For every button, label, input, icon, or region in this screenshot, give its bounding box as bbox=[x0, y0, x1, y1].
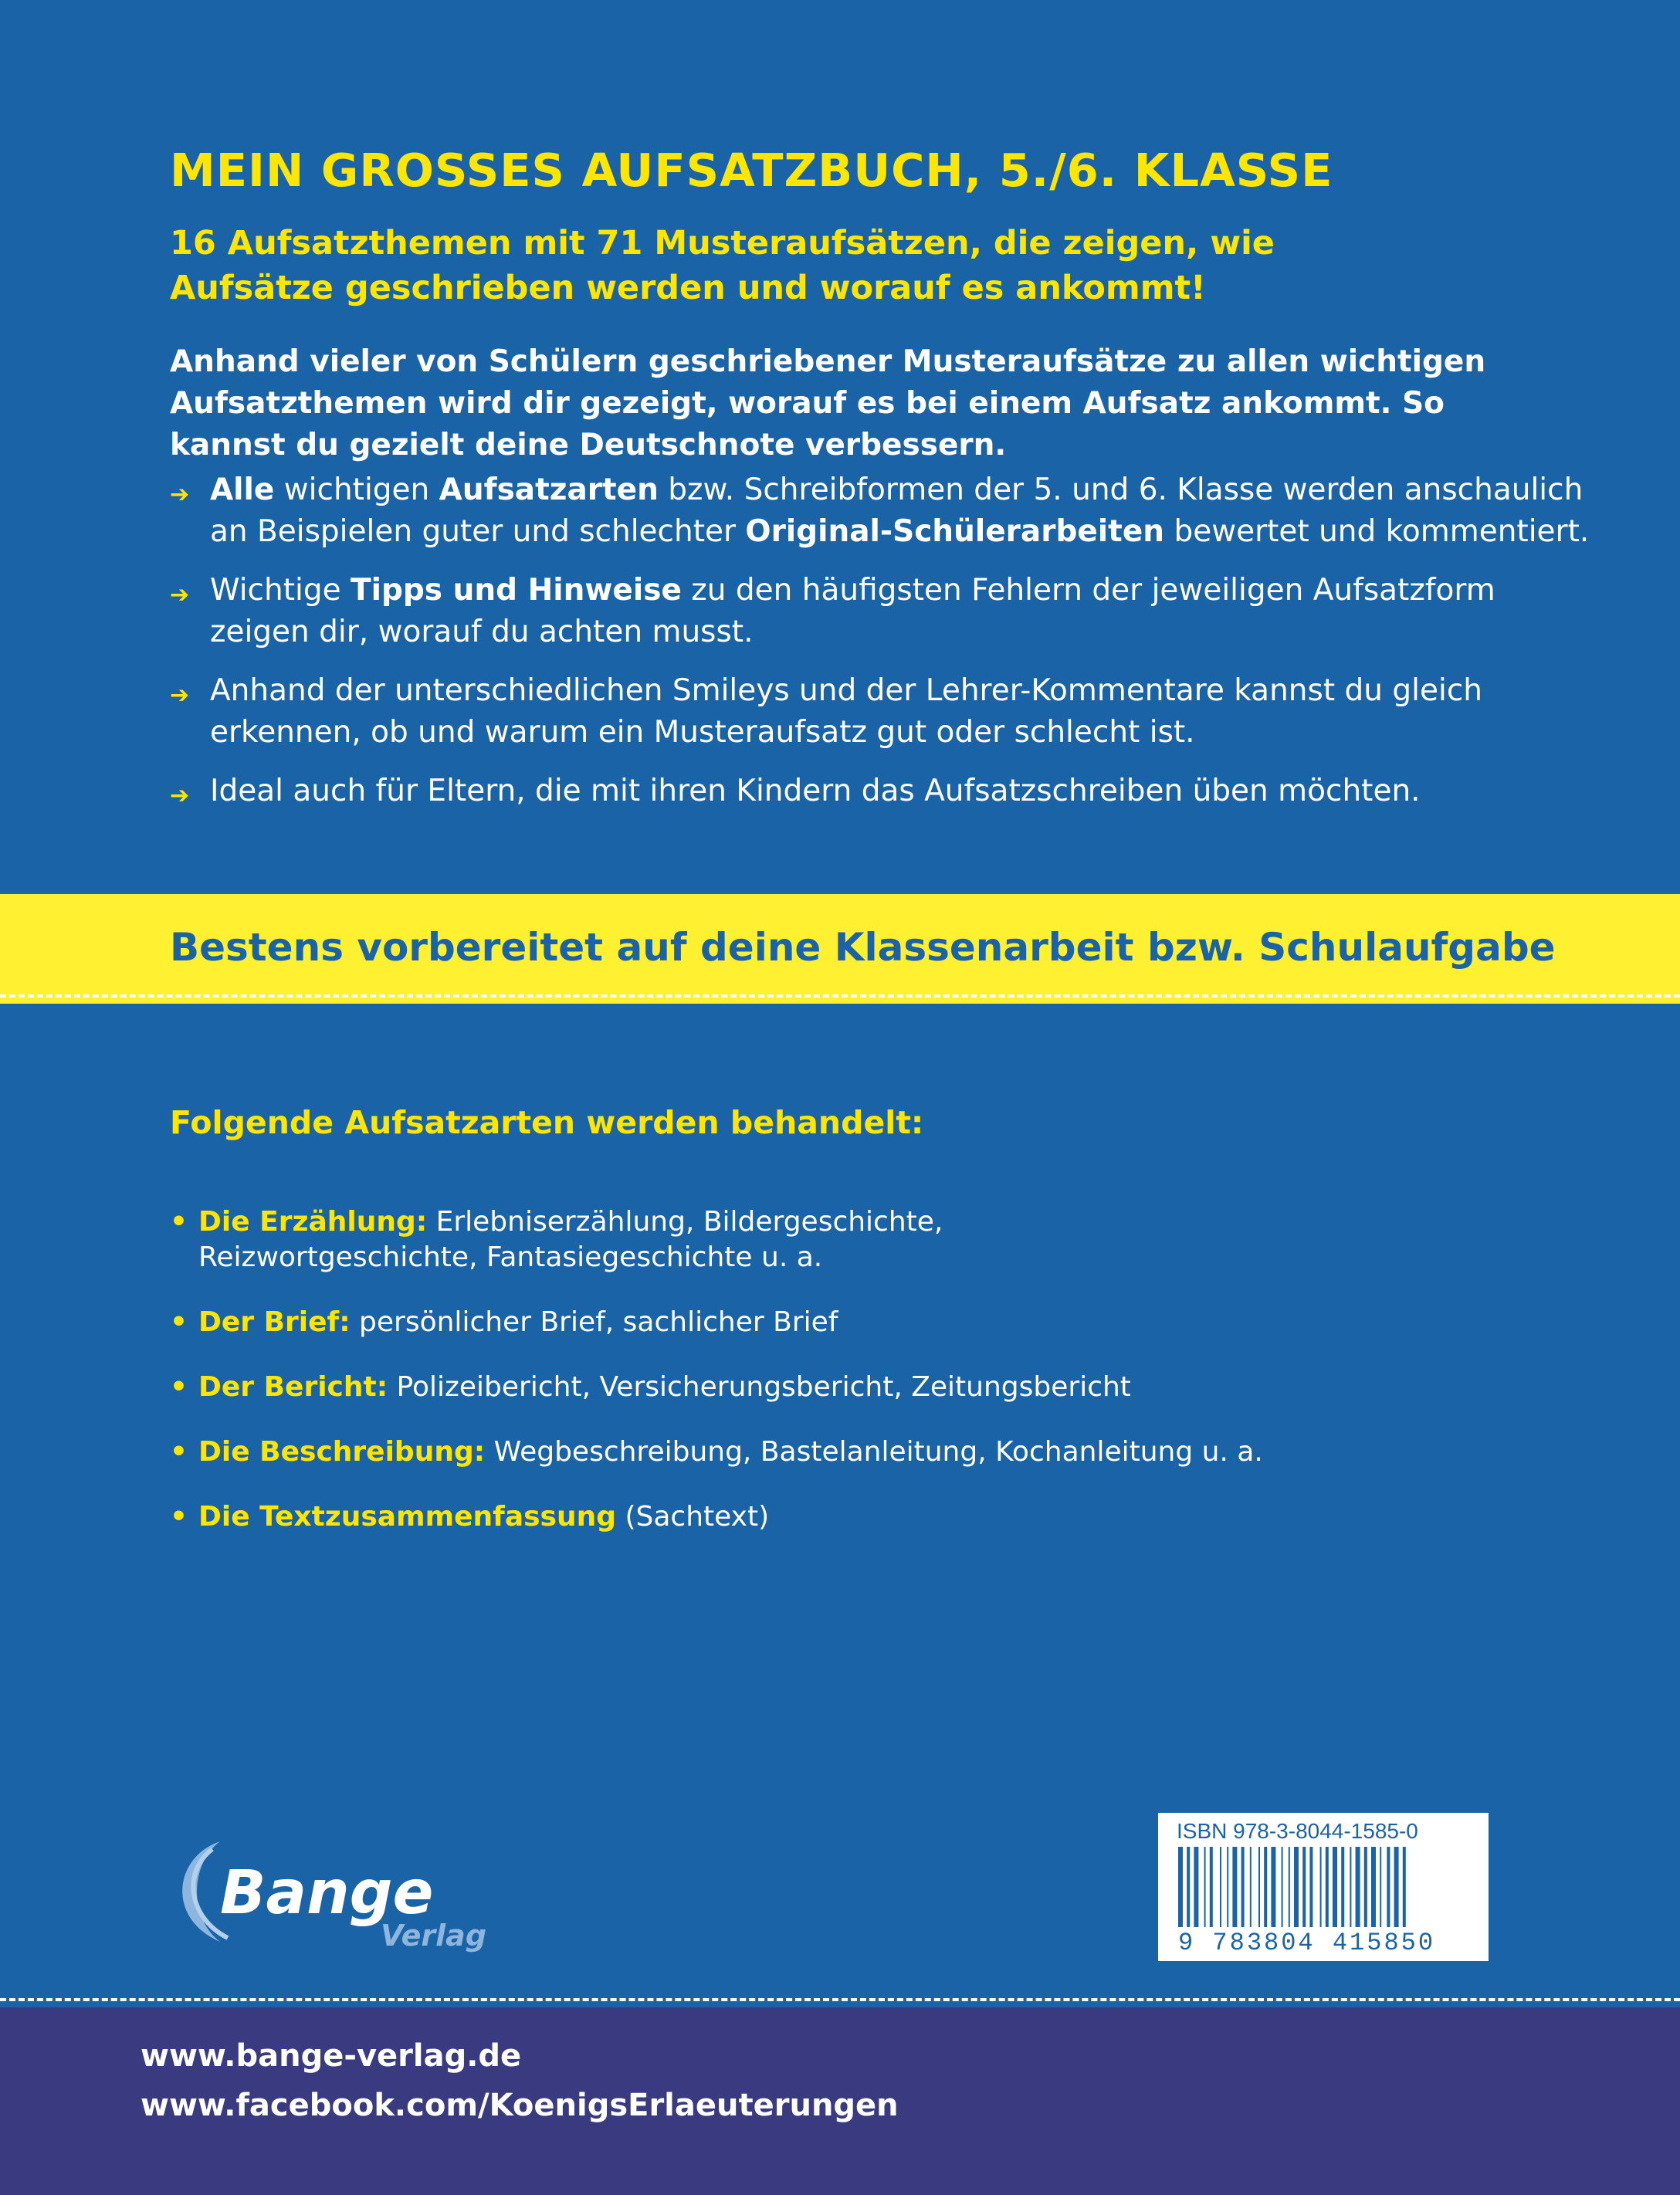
bullet-dot-icon: • bbox=[170, 1371, 188, 1403]
barcode-bar bbox=[1187, 1847, 1190, 1927]
feature-text: bewertet und kommentiert. bbox=[1164, 514, 1590, 549]
barcode-icon bbox=[1178, 1847, 1475, 1930]
feature-bold: Aufsatzarten bbox=[439, 473, 659, 507]
topics-heading: Folgende Aufsatzarten werden behandelt: bbox=[170, 1104, 924, 1141]
isbn-barcode bbox=[1158, 1813, 1489, 1961]
barcode-bar bbox=[1289, 1847, 1290, 1927]
topic-desc: Polizeibericht, Versicherungsbericht, Zeitungsbericht bbox=[388, 1371, 1131, 1403]
barcode-bar bbox=[1258, 1847, 1260, 1927]
barcode-bar bbox=[1350, 1847, 1351, 1927]
topic-name: Der Brief: bbox=[198, 1306, 351, 1338]
publisher-logo bbox=[166, 1826, 490, 1957]
logo-sub: Verlag bbox=[381, 1919, 487, 1953]
barcode-bar bbox=[1394, 1847, 1399, 1927]
barcode-bar bbox=[1309, 1847, 1312, 1927]
arrow-icon: ➔ bbox=[170, 782, 190, 809]
bullet-dot-icon: • bbox=[170, 1206, 188, 1238]
barcode-bar bbox=[1227, 1847, 1228, 1927]
barcode-bar bbox=[1387, 1847, 1390, 1927]
barcode-bar bbox=[1210, 1847, 1213, 1927]
topic-desc: Reizwortgeschichte, Fantasiegeschichte u. a. bbox=[198, 1241, 823, 1273]
website-link[interactable]: www.bange-verlag.de bbox=[141, 2038, 522, 2074]
barcode-bar bbox=[1356, 1847, 1360, 1927]
book-title: MEIN GROSSES AUFSATZBUCH, 5./6. KLASSE bbox=[170, 144, 1333, 197]
bullet-dot-icon: • bbox=[170, 1436, 188, 1468]
footer-divider bbox=[0, 1998, 1680, 2001]
arrow-icon: ➔ bbox=[170, 481, 190, 508]
feature-item bbox=[170, 670, 1590, 754]
feature-text: zu den häufigsten Fehlern der jeweiligen Aufsatzform zeigen dir, worauf du achten musst. bbox=[210, 573, 1495, 649]
feature-item bbox=[170, 469, 1590, 553]
topic-item bbox=[170, 1435, 1482, 1470]
topic-desc: Erlebniserzählung, Bildergeschichte, bbox=[427, 1206, 943, 1238]
feature-text: wichtigen bbox=[274, 473, 439, 507]
feature-item bbox=[170, 771, 1590, 812]
topic-item bbox=[170, 1370, 1482, 1405]
barcode-bar bbox=[1271, 1847, 1275, 1927]
topic-item bbox=[170, 1499, 1482, 1535]
footer bbox=[0, 2007, 1680, 2195]
barcode-bar bbox=[1264, 1847, 1267, 1927]
feature-text: bzw. Schreibformen der 5. und 6. Klasse werden anschaulich an Beispielen guter und schlechter bbox=[210, 473, 1583, 549]
barcode-bar bbox=[1341, 1847, 1344, 1927]
barcode-bar bbox=[1194, 1847, 1198, 1927]
barcode-bar bbox=[1371, 1847, 1376, 1927]
barcode-bar bbox=[1403, 1847, 1406, 1927]
logo-name: Bange bbox=[220, 1858, 434, 1928]
feature-bold: Original-Schülerarbeiten bbox=[745, 514, 1165, 549]
topic-desc: persönlicher Brief, sachlicher Brief bbox=[350, 1306, 838, 1338]
barcode-bar bbox=[1220, 1847, 1221, 1927]
topic-item bbox=[170, 1204, 1482, 1275]
barcode-bar bbox=[1241, 1847, 1245, 1927]
band-slogan: Bestens vorbereitet auf deine Klassenarbeit bzw. Schulaufgabe bbox=[170, 925, 1556, 970]
bullet-dot-icon: • bbox=[170, 1501, 188, 1533]
barcode-bar bbox=[1326, 1847, 1329, 1927]
barcode-bar bbox=[1250, 1847, 1252, 1927]
topic-desc: Wegbeschreibung, Bastelanleitung, Kochanleitung u. a. bbox=[485, 1436, 1263, 1468]
feature-text: Wichtige bbox=[210, 573, 351, 608]
barcode-bar bbox=[1204, 1847, 1206, 1927]
topic-list bbox=[170, 1204, 1482, 1564]
band-divider bbox=[0, 994, 1680, 998]
barcode-bar bbox=[1294, 1847, 1299, 1927]
topic-name: Die Beschreibung: bbox=[198, 1436, 486, 1468]
feature-text: Ideal auch für Eltern, die mit ihren Kindern das Aufsatzschreiben üben möchten. bbox=[210, 774, 1421, 808]
book-subtitle: 16 Aufsatzthemen mit 71 Musteraufsätzen, die zeigen, wie Aufsätze geschrieben werden und worauf es ankommt! bbox=[170, 224, 1275, 307]
topic-name: Der Bericht: bbox=[198, 1371, 388, 1403]
arrow-icon: ➔ bbox=[170, 682, 190, 709]
barcode-bar bbox=[1333, 1847, 1337, 1927]
barcode-bar bbox=[1282, 1847, 1283, 1927]
feature-item bbox=[170, 570, 1590, 653]
isbn-label: ISBN 978-3-8044-1585-0 bbox=[1177, 1819, 1418, 1843]
feature-bold: Tipps und Hinweise bbox=[350, 573, 682, 608]
barcode-bar bbox=[1232, 1847, 1237, 1927]
topic-name: Die Erzählung: bbox=[198, 1206, 428, 1238]
barcode-bar bbox=[1320, 1847, 1322, 1927]
barcode-bar bbox=[1178, 1847, 1183, 1927]
barcode-bar bbox=[1302, 1847, 1306, 1927]
feature-text: Anhand der unterschiedlichen Smileys und der Lehrer-Kommentare kannst du gleich erkennen, ob und warum ein Musteraufsatz gut oder schlecht ist. bbox=[210, 673, 1482, 750]
feature-list bbox=[170, 469, 1590, 829]
topic-item bbox=[170, 1305, 1482, 1340]
facebook-link[interactable]: www.facebook.com/KoenigsErlaeuterungen bbox=[141, 2088, 899, 2123]
arrow-icon: ➔ bbox=[170, 581, 190, 608]
barcode-bar bbox=[1380, 1847, 1381, 1927]
topic-desc: (Sachtext) bbox=[616, 1501, 770, 1533]
bullet-dot-icon: • bbox=[170, 1306, 188, 1338]
topic-name: Die Textzusammenfassung bbox=[198, 1501, 617, 1533]
feature-bold: Alle bbox=[210, 473, 275, 507]
intro-text: Anhand vieler von Schülern geschriebener Musteraufsätze zu allen wichtigen Aufsatzthemen wird dir gezeigt, worauf es bei einem Aufsatz ankommt. So kannst du gezielt deine Deutschnote verbessern. bbox=[170, 344, 1486, 462]
isbn-digits: 9 783804 415850 bbox=[1178, 1929, 1436, 1957]
barcode-bar bbox=[1364, 1847, 1367, 1927]
